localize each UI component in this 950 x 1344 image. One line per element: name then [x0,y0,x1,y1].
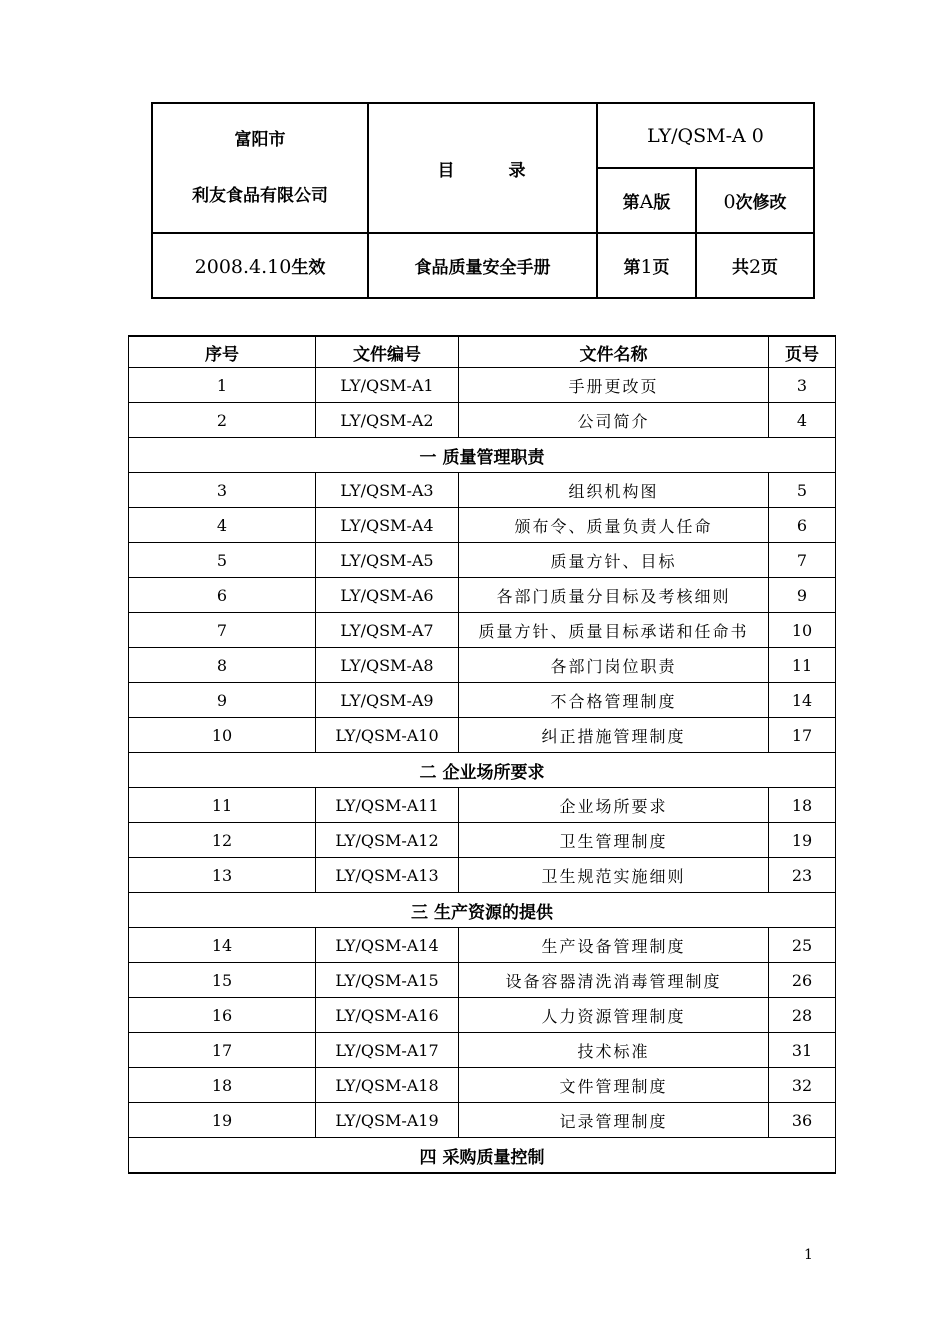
page-ref: 19 [769,823,836,858]
file-name: 手册更改页 [459,368,769,403]
file-code: LY/QSM-A19 [316,1103,459,1138]
table-row [129,1033,836,1068]
table-row [129,368,836,403]
file-code: LY/QSM-A17 [316,1033,459,1068]
page-number: 1 [804,1247,813,1263]
section-title: 四 采购质量控制 [129,1138,836,1174]
file-code: LY/QSM-A1 [316,368,459,403]
file-code: LY/QSM-A6 [316,578,459,613]
page-ref: 6 [769,508,836,543]
table-row [129,998,836,1033]
file-name: 各部门质量分目标及考核细则 [459,578,769,613]
table-row [129,963,836,998]
page-ref: 32 [769,1068,836,1103]
file-name: 质量方针、目标 [459,543,769,578]
table-row [129,683,836,718]
file-name: 企业场所要求 [459,788,769,823]
page-ref: 26 [769,963,836,998]
page-ref: 14 [769,683,836,718]
document-header-table [151,102,815,299]
page-ref: 9 [769,578,836,613]
file-code: LY/QSM-A16 [316,998,459,1033]
file-code: LY/QSM-A7 [316,613,459,648]
row-number: 1 [129,368,316,403]
column-header-page: 页号 [769,336,836,368]
page-ref: 23 [769,858,836,893]
section-title: 一 质量管理职责 [129,438,836,473]
row-number: 9 [129,683,316,718]
row-number: 10 [129,718,316,753]
file-code: LY/QSM-A4 [316,508,459,543]
file-name: 纠正措施管理制度 [459,718,769,753]
column-header-no: 序号 [129,336,316,368]
table-row [129,508,836,543]
table-row [129,823,836,858]
file-code: LY/QSM-A5 [316,543,459,578]
company-name: 利友食品有限公司 [192,186,328,206]
toc-table [128,335,836,1174]
column-header-code: 文件编号 [316,336,459,368]
table-row [129,928,836,963]
page-ref: 10 [769,613,836,648]
effective-date-cell: 2008.4.10生效 [152,233,368,298]
page-title: 目 录 [368,103,597,233]
table-row [129,543,836,578]
row-number: 2 [129,403,316,438]
section-header-row [129,438,836,473]
column-header-name: 文件名称 [459,336,769,368]
file-code: LY/QSM-A9 [316,683,459,718]
manual-name: 食品质量安全手册 [368,233,597,298]
row-number: 11 [129,788,316,823]
file-name: 卫生管理制度 [459,823,769,858]
section-title: 二 企业场所要求 [129,753,836,788]
row-number: 12 [129,823,316,858]
section-title: 三 生产资源的提供 [129,893,836,928]
file-name: 卫生规范实施细则 [459,858,769,893]
page-ref: 7 [769,543,836,578]
table-row [129,1103,836,1138]
current-page-cell: 第1页 [597,233,696,298]
page-ref: 31 [769,1033,836,1068]
table-row [129,613,836,648]
page-ref: 4 [769,403,836,438]
page-ref: 17 [769,718,836,753]
file-code: LY/QSM-A3 [316,473,459,508]
file-code: LY/QSM-A2 [316,403,459,438]
section-header-row [129,753,836,788]
company-city: 富阳市 [234,130,286,150]
page-ref: 25 [769,928,836,963]
total-pages-cell: 共2页 [696,233,814,298]
row-number: 16 [129,998,316,1033]
file-code: LY/QSM-A15 [316,963,459,998]
row-number: 5 [129,543,316,578]
table-row [129,1068,836,1103]
file-code: LY/QSM-A12 [316,823,459,858]
row-number: 14 [129,928,316,963]
row-number: 13 [129,858,316,893]
file-name: 质量方针、质量目标承诺和任命书 [459,613,769,648]
row-number: 7 [129,613,316,648]
row-number: 8 [129,648,316,683]
table-row [129,578,836,613]
revision-cell: 0次修改 [696,168,814,233]
page-ref: 28 [769,998,836,1033]
file-code: LY/QSM-A8 [316,648,459,683]
file-code: LY/QSM-A14 [316,928,459,963]
page-ref: 11 [769,648,836,683]
file-code: LY/QSM-A13 [316,858,459,893]
table-row [129,858,836,893]
file-name: 组织机构图 [459,473,769,508]
section-header-row [129,893,836,928]
version-cell: 第A版 [597,168,696,233]
page-ref: 5 [769,473,836,508]
row-number: 3 [129,473,316,508]
row-number: 19 [129,1103,316,1138]
section-header-row [129,1138,836,1174]
file-name: 公司简介 [459,403,769,438]
row-number: 4 [129,508,316,543]
table-row [129,403,836,438]
file-code: LY/QSM-A11 [316,788,459,823]
doc-code: LY/QSM-A 0 [597,103,814,168]
file-code: LY/QSM-A18 [316,1068,459,1103]
file-name: 生产设备管理制度 [459,928,769,963]
file-name: 不合格管理制度 [459,683,769,718]
file-name: 颁布令、质量负责人任命 [459,508,769,543]
company-name-cell [152,103,368,233]
table-row [129,648,836,683]
table-row [129,788,836,823]
file-name: 人力资源管理制度 [459,998,769,1033]
toc-body [129,368,836,1174]
file-name: 各部门岗位职责 [459,648,769,683]
page-ref: 36 [769,1103,836,1138]
file-name: 设备容器清洗消毒管理制度 [459,963,769,998]
row-number: 18 [129,1068,316,1103]
table-row [129,473,836,508]
row-number: 15 [129,963,316,998]
file-name: 记录管理制度 [459,1103,769,1138]
table-row [129,718,836,753]
page-ref: 18 [769,788,836,823]
file-name: 技术标准 [459,1033,769,1068]
file-code: LY/QSM-A10 [316,718,459,753]
row-number: 17 [129,1033,316,1068]
file-name: 文件管理制度 [459,1068,769,1103]
page-ref: 3 [769,368,836,403]
row-number: 6 [129,578,316,613]
